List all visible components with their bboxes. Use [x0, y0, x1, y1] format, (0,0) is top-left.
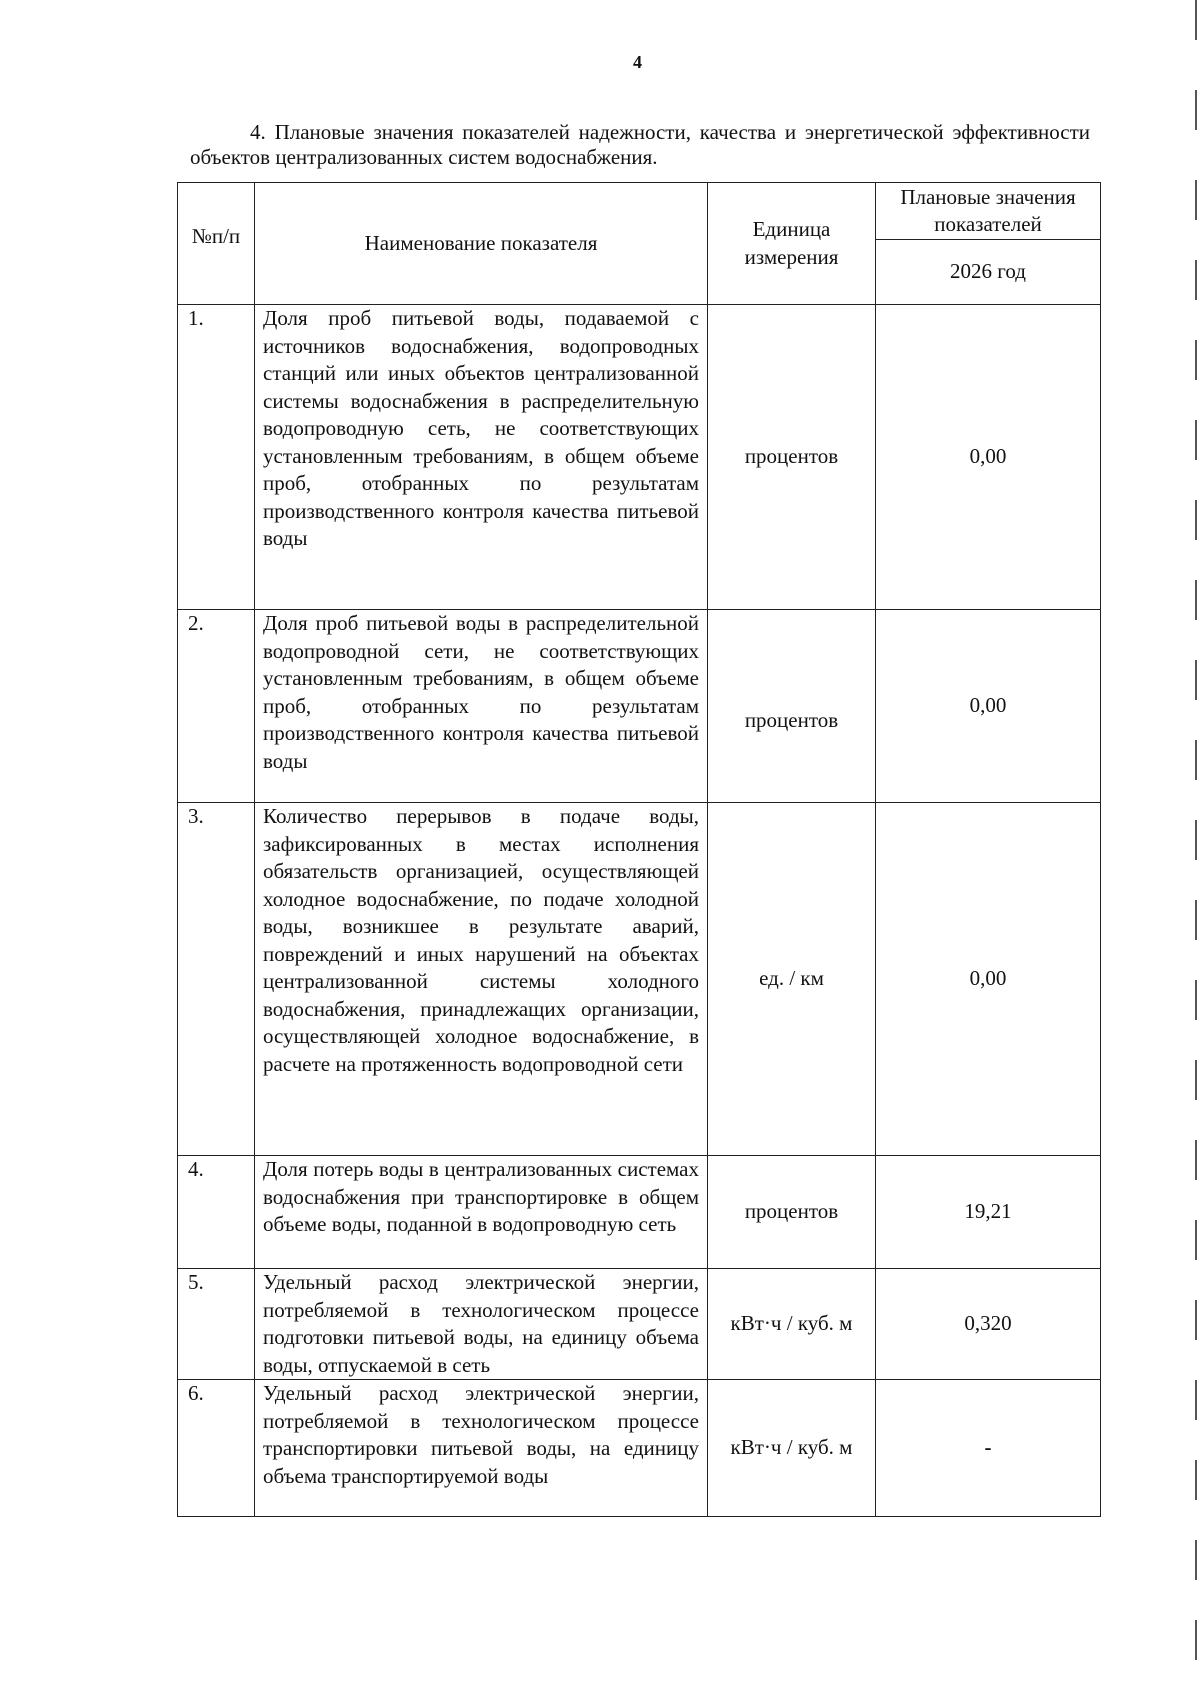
indicators-table: [177, 182, 1101, 1517]
row-value: 0,00: [876, 305, 1101, 610]
row-value: 0,00: [876, 803, 1101, 1156]
row-number: 2.: [178, 610, 255, 803]
heading-text: Плановые значения показателей надежности, качества и энергетической эффективности объектов централизованных систем водоснабжения.: [190, 120, 1091, 169]
row-number: 1.: [178, 305, 255, 610]
table-row: [178, 803, 1101, 1156]
row-number: 6.: [178, 1380, 255, 1517]
row-value: -: [876, 1380, 1101, 1517]
header-number: №п/п: [178, 183, 255, 305]
row-number: 4.: [178, 1156, 255, 1269]
row-unit: процентов: [708, 305, 876, 610]
row-value: 0,320: [876, 1269, 1101, 1380]
header-year: 2026 год: [876, 240, 1101, 305]
row-value: 19,21: [876, 1156, 1101, 1269]
row-value: 0,00: [876, 610, 1101, 803]
row-unit: кВт·ч / куб. м: [708, 1380, 876, 1517]
table-row: [178, 1380, 1101, 1517]
header-plan-values: Плановые значения показателей: [876, 183, 1101, 240]
row-indicator-name: Доля потерь воды в централизованных системах водоснабжения при транспортировке в общем объеме воды, поданной в водопроводную сеть: [255, 1156, 708, 1269]
row-indicator-name: Количество перерывов в подаче воды, зафиксированных в местах исполнения обязательств организацией, осуществляющей холодное водоснабжение, по подаче холодной воды, возникшее в результате аварий, повреждений и иных нарушений на объектах централизованной системы холодного водоснабжения, принадлежащих организации, осуществляющей холодное водоснабжение, в расчете на протяженность водопроводной сети: [255, 803, 708, 1156]
table-row: [178, 305, 1101, 610]
section-heading: [190, 120, 1090, 170]
row-unit: процентов: [708, 610, 876, 803]
row-number: 5.: [178, 1269, 255, 1380]
page-number: 4: [633, 52, 642, 72]
row-unit: ед. / км: [708, 803, 876, 1156]
table-row: [178, 1269, 1101, 1380]
scan-edge-marks: [1194, 0, 1200, 1686]
row-indicator-name: Удельный расход электрической энергии, потребляемой в технологическом процессе транспортировки питьевой воды, на единицу объема транспортируемой воды: [255, 1380, 708, 1517]
row-indicator-name: Доля проб питьевой воды, подаваемой с источников водоснабжения, водопроводных станций или иных объектов централизованной системы водоснабжения в распределительную водопроводную сеть, не соответствующих установленным требованиям, в общем объеме проб, отобранных по результатам производственного контроля качества питьевой воды: [255, 305, 708, 610]
row-unit: кВт·ч / куб. м: [708, 1269, 876, 1380]
header-unit: Единица измерения: [708, 183, 876, 305]
table-row: [178, 1156, 1101, 1269]
row-unit: процентов: [708, 1156, 876, 1269]
row-number: 3.: [178, 803, 255, 1156]
header-name: Наименование показателя: [255, 183, 708, 305]
table-row: [178, 610, 1101, 803]
heading-number: 4.: [250, 120, 266, 144]
row-indicator-name: Удельный расход электрической энергии, потребляемой в технологическом процессе подготовки питьевой воды, на единицу объема воды, отпускаемой в сеть: [255, 1269, 708, 1380]
row-indicator-name: Доля проб питьевой воды в распределительной водопроводной сети, не соответствующих установленным требованиям, в общем объеме проб, отобранных по результатам производственного контроля качества питьевой воды: [255, 610, 708, 803]
